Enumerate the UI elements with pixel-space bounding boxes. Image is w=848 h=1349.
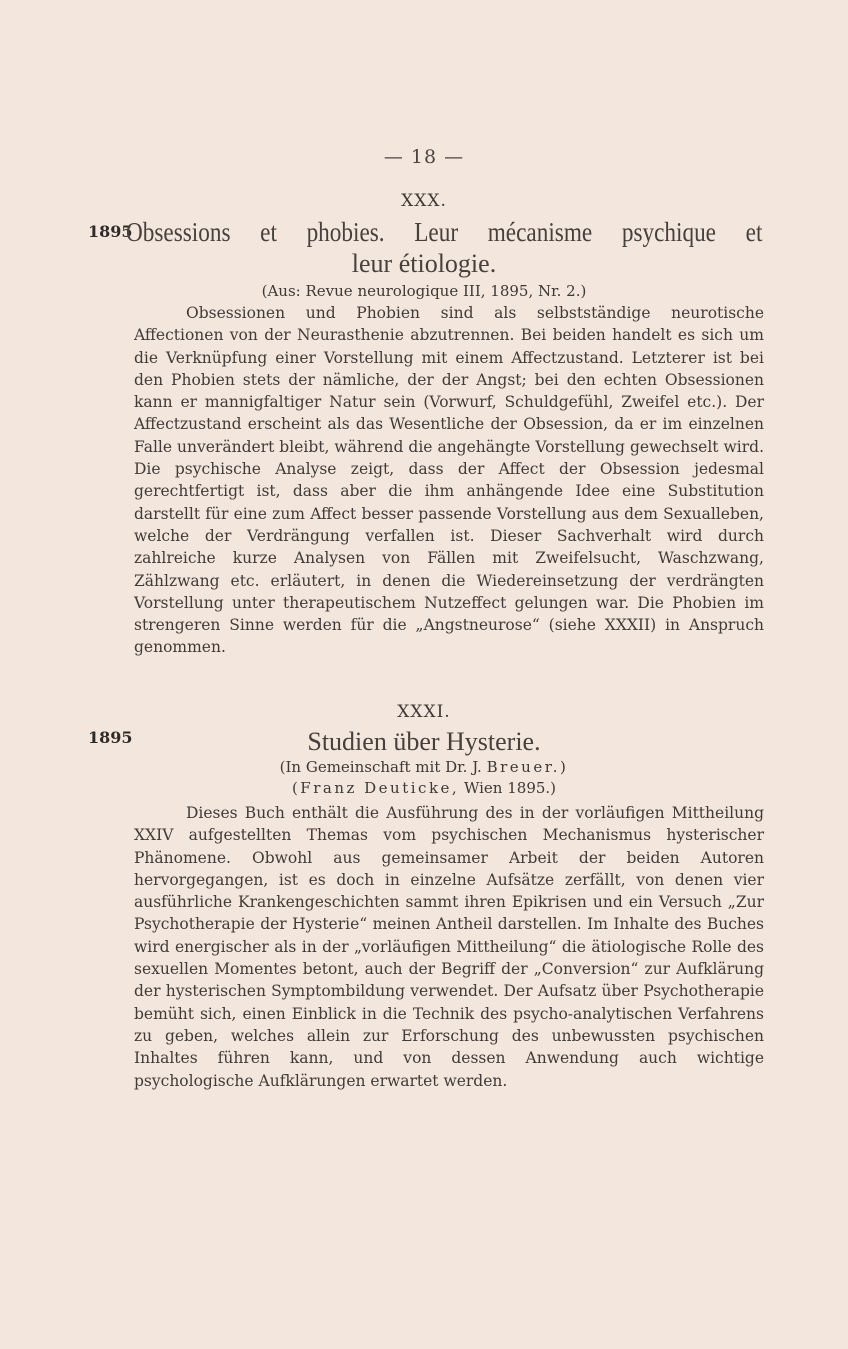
entry-paragraph: Obsessionen und Phobien sind als selbstständige neurotische Affectionen von der Neurasthenie abzutrennen. Bei beiden handelt es sich um die Verknüpfung einer Vorstellung mit einem Affectzustand. Letzterer ist bei den Phobien stets der nämliche, der der Angst; bei den echten Obsessionen kann er mannigfaltiger Natur sein (Vorwurf, Schuldgefühl, Zweifel etc.). Der Affectzustand erscheint als das Wesentliche der Obsession, da er im einzelnen Falle unverändert bleibt, während die angehängte Vorstellung gewechselt wird. Die psychische Analyse zeigt, dass der Affect der Obsession jedesmal gerechtfertigt ist, dass aber die ihm anhängende Idee eine Substitution darstellt für eine zum Affect besser passende Vorstellung aus dem Sexualleben, welche der Verdrängung verfallen ist. Dieser Sachverhalt wird durch zahlreiche kurze Analysen von Fällen mit Zweifelsucht, Waschzwang, Zählzwang etc. erläutert, in denen die Wiedereinsetzung der verdrängten Vorstellung unter therapeutischem Nutzeffect gelungen war. Die Phobien im strengeren Sinne werden für die „Angstneurose“ (siehe XXXII) in Anspruch genommen. bbox=[134, 304, 764, 657]
publisher-place-year: Wien 1895.) bbox=[463, 779, 557, 797]
entry-numeral: XXXI. bbox=[397, 702, 451, 722]
entry-year: 1895 bbox=[88, 222, 133, 241]
entry-title-continued: leur étiologie. bbox=[351, 249, 497, 278]
collaborator-name: Breuer.) bbox=[486, 758, 569, 776]
entry-paragraph: Dieses Buch enthält die Ausführung des in der vorläufigen Mittheilung XXIV aufgestellten Themas vom psychischen Mechanismus hysterischer Phänomene. Obwohl aus gemeinsamer Arbeit der beiden Autoren hervorgegangen, ist es doch in einzelne Aufsätze zerfällt, von denen vier ausführliche Krankengeschichten sammt ihren Epikrisen und ein Versuch „Zur Psychotherapie der Hysterie“ meinen Antheil darstellen. Im Inhalte des Buches wird energischer als in der „vorläufigen Mittheilung“ die ätiologische Rolle des sexuellen Momentes betont, auch der Begriff der „Conversion“ zur Aufklärung der hysterischen Symptombildung verwendet. Der Aufsatz über Psychotherapie bemüht sich, einen Einblick in die Technik des psycho-analytischen Verfahrens zu geben, welches allein zur Erforschung des unbewussten psychischen Inhaltes führen kann, und von dessen Anwendung auch wichtige psychologische Aufklärungen erwartet werden. bbox=[134, 804, 764, 1090]
entry-year: 1895 bbox=[88, 728, 133, 747]
collaboration-text: (In Gemeinschaft mit Dr. J. bbox=[279, 758, 482, 776]
entry-title: Studien über Hysterie. bbox=[307, 727, 541, 756]
publisher-name: (Franz Deuticke, bbox=[291, 779, 460, 797]
entry-publisher bbox=[0, 779, 848, 797]
entry-collaboration bbox=[0, 758, 848, 776]
entry-source: (Aus: Revue neurologique III, 1895, Nr. 2.) bbox=[261, 282, 587, 300]
entry-numeral: XXX. bbox=[401, 191, 447, 211]
page-number: — 18 — bbox=[383, 146, 465, 168]
entry-title: Obsessions et phobies. Leur mécanisme psychique et bbox=[126, 217, 763, 247]
